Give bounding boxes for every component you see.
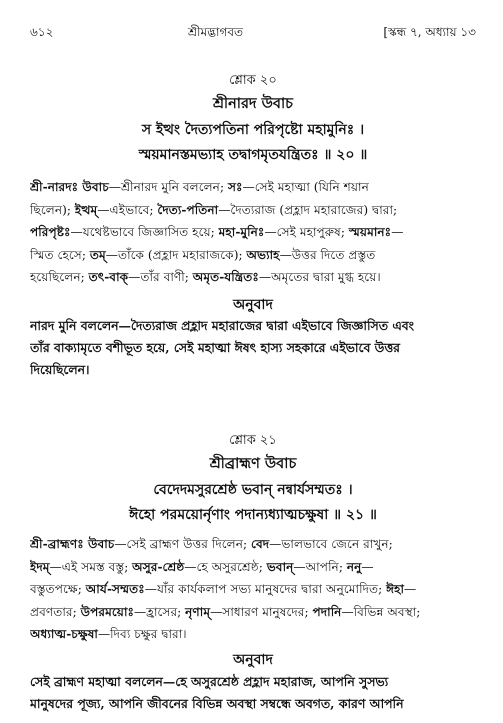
verse-20-speaker: শ্রীনারদ উবাচ xyxy=(213,95,293,112)
synonym-line xyxy=(30,266,476,289)
synonym-term: শ্রী-ব্রাহ্মণঃ উবাচ xyxy=(30,537,115,551)
synonym-term: দৈত্য-পতিনা xyxy=(157,202,219,217)
verse-21-speaker: শ্রীব্রাহ্মণ উবাচ xyxy=(209,455,297,472)
verse-20-synonyms xyxy=(30,176,476,289)
synonym-term: পরিপৃষ্টঃ xyxy=(30,225,71,239)
synonym-meaning: —দিব্য চক্ষুর দ্বারা। xyxy=(97,627,187,641)
synonym-meaning: —শ্রীনারদ মুনি বললেন; xyxy=(108,180,228,194)
synonym-meaning: —যথেষ্টভাবে জিজ্ঞাসিত হয়ে; xyxy=(70,225,219,239)
synonym-term: শ্রী-নারদঃ উবাচ xyxy=(30,180,109,194)
synonym-line xyxy=(30,199,476,222)
synonym-term: অমৃত-যন্ত্রিতঃ xyxy=(192,270,259,284)
synonym-term: স্ময়মানঃ xyxy=(348,225,392,239)
synonym-term: উপরময়োঃ xyxy=(80,604,134,619)
synonym-term: সঃ xyxy=(227,180,243,194)
synonym-term: ননু xyxy=(346,559,362,574)
synonym-meaning: —সেই মহাত্মা (যিনি শয়ান xyxy=(242,180,369,194)
synonym-meaning: —হে অসুরশ্রেষ্ঠ; xyxy=(184,559,267,574)
page-header xyxy=(30,24,476,44)
verse-21-translation-heading: অনুবাদ xyxy=(233,652,273,668)
verse-21-number: শ্লোক ২১ xyxy=(229,433,277,448)
synonym-meaning: —এইভাবে; xyxy=(97,202,158,217)
synonym-meaning: — xyxy=(404,582,417,596)
verse-20-line-2: স্ময়মানস্তমভ্যাহ তদ্বাগমৃতযন্ত্রিতঃ ॥ ২০ ॥ xyxy=(138,147,368,163)
synonym-meaning: ছিলেন); xyxy=(30,202,75,217)
verse-20-line-1: স ইত্থং দৈত্যপতিনা পরিপৃষ্টো মহামুনিঃ । xyxy=(141,122,365,138)
verse-20-number: শ্লোক ২০ xyxy=(229,73,277,88)
synonym-meaning: —এই সমস্ত বস্তু; xyxy=(49,559,133,574)
page-number: ৬১২ xyxy=(30,25,54,39)
running-title: শ্রীমদ্ভাগবত xyxy=(188,25,244,39)
synonym-line xyxy=(30,221,476,244)
synonym-meaning: প্রবণতার; xyxy=(30,604,81,619)
synonym-meaning: — xyxy=(391,225,404,239)
synonym-meaning: —উত্তর দিতে প্রস্তুত xyxy=(279,247,376,262)
synonym-line xyxy=(30,623,476,646)
synonym-term: পদানি xyxy=(312,604,342,619)
synonym-meaning: হয়েছিলেন; xyxy=(30,270,89,284)
translation-line: তাঁর বাক্যামৃতে বশীভূত হয়ে, সেই মহাত্মা ঈষৎ হাস্য সহকারে এইভাবে উত্তর xyxy=(30,340,400,355)
synonym-term: মহা-মুনিঃ xyxy=(218,225,265,239)
synonym-meaning: —তাঁর বাণী; xyxy=(128,270,193,284)
synonym-meaning: —বিভিন্ন অবস্থা; xyxy=(341,604,421,619)
synonym-term: অসুর-শ্রেষ্ঠ xyxy=(132,559,185,574)
synonym-term: ভবান্ xyxy=(266,559,294,574)
translation-line: সেই ব্রাহ্মণ মহাত্মা বললেন—হে অসুরশ্রেষ্ঠ প্রহ্লাদ মহারাজ, আপনি সুসভ্য xyxy=(30,674,389,689)
synonym-meaning: —আপনি; xyxy=(293,559,347,574)
synonym-line xyxy=(30,244,476,267)
synonym-meaning: —ভালভাবে জেনে রাখুন; xyxy=(269,537,393,551)
synonym-meaning: —দৈত্যরাজ (প্রহ্লাদ মহারাজের) দ্বারা; xyxy=(218,202,398,217)
verse-20-translation xyxy=(30,315,476,381)
synonym-term: ইত্থম্ xyxy=(74,202,98,217)
synonym-meaning: স্মিত হেসে; xyxy=(30,247,90,262)
synonym-meaning: —সেই মহাপুরুষ; xyxy=(264,225,349,239)
translation-line: মানুষদের পূজ্য, আপনি জীবনের বিভিন্ন অবস্থা সম্বন্ধে অবগত, কারণ আপনি xyxy=(30,696,404,711)
verse-21-line-1: বেদেদমসুরশ্রেষ্ঠ ভবান্ নন্বার্যসম্মতঃ । xyxy=(153,482,353,498)
chapter-reference: [স্কন্ধ ৭, অধ্যায় ১৩ xyxy=(383,25,476,39)
synonym-term: অধ্যাত্ম-চক্ষুষা xyxy=(30,627,98,641)
verse-20-translation-heading: অনুবাদ xyxy=(233,297,273,313)
synonym-meaning: —হ্রাসের; xyxy=(133,604,186,619)
synonym-term: তৎ-বাক্ xyxy=(88,270,129,284)
synonym-meaning: —যাঁর কার্যকলাপ সভ্য মানুষদের দ্বারা অনুমোদিত; xyxy=(144,582,387,596)
synonym-meaning: —অমৃতের দ্বারা মুগ্ধ হয়ে। xyxy=(258,270,381,284)
verse-21-line-2: ঈহো পরময়োর্নৃণাং পদান্যধ্যাত্মচক্ষুষা ॥ ২১ ॥ xyxy=(129,507,377,523)
synonym-line xyxy=(30,556,476,579)
synonym-term: আর্য-সম্মতঃ xyxy=(85,582,145,596)
synonym-meaning: —তাঁকে (প্রহ্লাদ মহারাজকে); xyxy=(105,247,247,262)
synonym-term: অভ্যাহ xyxy=(246,247,280,262)
synonym-term: বেদ xyxy=(251,537,270,551)
synonym-term: নৃণাম্ xyxy=(185,604,211,619)
synonym-meaning: — xyxy=(361,559,374,574)
synonym-term: তম্ xyxy=(89,247,106,262)
synonym-line xyxy=(30,176,476,199)
translation-line: নারদ মুনি বললেন—দৈত্যরাজ প্রহ্লাদ মহারাজের দ্বারা এইভাবে জিজ্ঞাসিত এবং xyxy=(30,318,414,333)
synonym-line xyxy=(30,578,476,601)
synonym-meaning: —সাধারণ মানুষদের; xyxy=(210,604,313,619)
synonym-meaning: বস্তুতপক্ষে; xyxy=(30,582,86,596)
verse-21-synonyms xyxy=(30,533,476,646)
synonym-meaning: —সেই ব্রাহ্মণ উত্তর দিলেন; xyxy=(114,537,252,551)
synonym-line xyxy=(30,533,476,556)
translation-line: দিয়েছিলেন। xyxy=(30,362,90,377)
book-page xyxy=(30,0,476,723)
synonym-term: ইদম্ xyxy=(30,559,50,574)
synonym-line xyxy=(30,601,476,624)
verse-21-translation xyxy=(30,671,476,715)
synonym-term: ঈহা xyxy=(386,582,405,596)
